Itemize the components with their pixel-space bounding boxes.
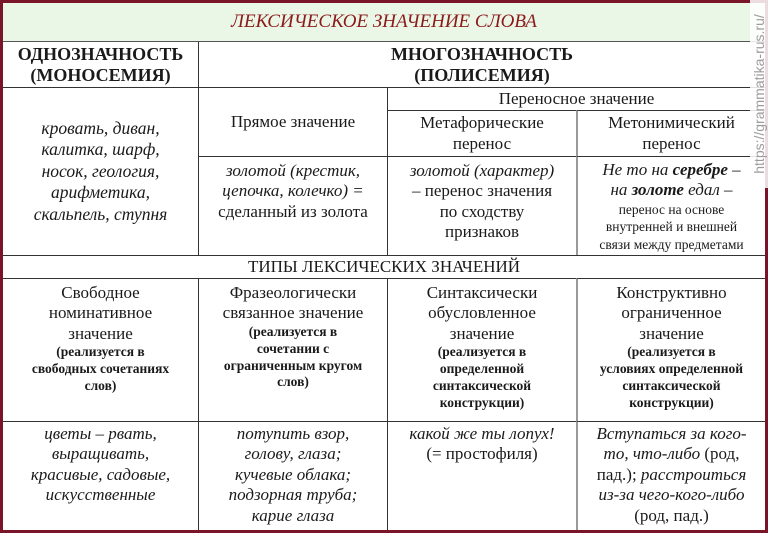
type-syntactic [387,278,576,421]
types-header [3,255,765,278]
example-line [604,444,740,464]
type-note-line: сочетании с [256,340,330,356]
example-line: потупить взор, [236,424,350,443]
type-note-line: ограниченным кругом [223,357,363,373]
example-line: из-за чего-кого-либо [598,485,745,505]
text-fragment: (род, [700,444,740,464]
metaphoric-label-line1: Метафорические [420,113,544,133]
type-name-line: значение [68,323,133,343]
monosemy-header-line1: ОДНОЗНАЧНОСТЬ [17,43,184,64]
direct-example-line2: цепочка, колечко) = [222,181,364,201]
type-name-line: Фразеологически [229,283,357,302]
type-note-line: (реализуется в [627,344,716,360]
metonymic-label-line1: Метонимический [608,113,735,133]
example-line: карие глаза [251,505,335,525]
example-line: выращивать, [51,444,150,464]
text-fragment-bold: серебре [672,160,728,179]
example-line: красивые, садовые, [30,464,171,484]
types-header-label: ТИПЫ ЛЕКСИЧЕСКИХ ЗНАЧЕНИЙ [247,256,521,276]
direct-meaning-header [198,87,387,156]
type-free-examples [3,421,198,530]
direct-meaning-label: Прямое значение [230,111,356,131]
text-fragment-italic: расстроиться [640,464,747,484]
title-text: ЛЕКСИЧЕСКОЕ ЗНАЧЕНИЕ СЛОВА [231,10,537,32]
figurative-meaning-label: Переносное значение [498,88,655,108]
metonymic-transfer-header [576,110,765,156]
metaphoric-label-line2: перенос [452,133,512,153]
metonymic-note-line: связи между предметами [599,236,744,252]
text-fragment: Не то на [602,160,673,179]
watermark-text: https://grammatika-rus.ru/ [751,14,767,174]
text-fragment-bold: золоте [631,180,684,200]
example-line [597,465,747,485]
metaphoric-example-italic: золотой (характер) [409,161,555,180]
metonymic-transfer-example [576,156,765,255]
metaphoric-example-line: – перенос значения [411,181,553,201]
polysemy-header-line1: МНОГОЗНАЧНОСТЬ [390,43,574,64]
monosemy-header-line2: (МОНОСЕМИЯ) [30,64,171,85]
example-line: скальпель, ступня [33,203,168,224]
type-note-line: (реализуется в [56,344,145,360]
type-name-line: Конструктивно [616,283,727,302]
metaphoric-transfer-header [387,110,576,156]
metonymic-label-line2: перенос [642,133,701,153]
metonymic-note-line: перенос на основе [618,201,725,217]
metonymic-example-line2 [610,180,732,200]
type-name-line: Свободное [61,283,140,302]
metonymic-note-line: внутренней и внешней [605,219,738,235]
metaphoric-example-line: по сходству [439,201,525,221]
direct-example-line3: сделанный из золота [218,201,368,221]
type-syntactic-examples [387,421,576,530]
metaphoric-example-line: признаков [445,222,519,242]
type-note-line: синтаксической [432,377,532,393]
watermark [750,0,768,188]
text-fragment: – [727,160,741,179]
figurative-meaning-header [387,87,765,110]
example-italic: какой же ты лопух! [409,424,555,443]
direct-meaning-example [198,156,387,255]
type-note-line: конструкции) [439,394,525,410]
example-plain: (= простофиля) [426,444,538,464]
type-note-line: конструкции) [629,394,714,410]
type-note-line: слов) [277,374,309,390]
monosemy-header [3,42,198,87]
type-free-nominative [3,278,198,421]
type-constructive [576,278,765,421]
type-phraseological-examples [198,421,387,530]
example-line: подзорная труба; [228,485,358,505]
example-line: кровать, диван, [41,118,160,139]
example-line: голову, глаза; [244,444,342,464]
type-name-line: номинативное [48,303,153,323]
text-fragment: на [610,180,632,200]
monosemy-examples [3,87,198,255]
polysemy-header-line2: (ПОЛИСЕМИЯ) [414,64,550,85]
type-note-line: условиях определенной [599,361,744,377]
metonymic-example-line1 [602,160,740,180]
example-line: кучевые облака; [234,464,352,484]
type-note-line: слов) [84,377,117,393]
type-name-line: Синтаксически [426,283,538,302]
type-note-line: определенной [439,361,525,377]
type-note-line: синтаксической [622,377,721,393]
example-line: Вступаться за кого- [596,424,747,443]
example-line: калитка, шарф, [41,139,160,160]
type-name-line: значение [639,323,704,343]
example-line: цветы – рвать, [44,424,157,443]
type-note-line: (реализуется в [248,323,338,339]
example-line: носок, геология, [41,160,160,181]
example-line: (род, пад.) [634,505,709,525]
type-name-line: обусловленное [428,303,536,323]
polysemy-header [198,42,765,87]
type-note-line: свободных сочетаниях [31,361,170,377]
metaphoric-transfer-example [387,156,576,255]
type-phraseological [198,278,387,421]
type-name-line: значение [449,323,515,343]
text-fragment-italic: то, что-либо [603,444,701,464]
text-fragment: пад.); [596,464,641,484]
type-note-line: (реализуется в [437,344,527,360]
type-name-line: связанное значение [222,303,364,323]
text-fragment: едал – [683,180,733,200]
type-name-line: ограниченное [621,303,722,323]
direct-example-line1: золотой (крестик, [225,161,361,180]
example-line: искусственные [45,485,156,505]
type-constructive-examples [576,421,765,530]
table-title [3,3,765,42]
example-line: арифметика, [51,182,150,203]
